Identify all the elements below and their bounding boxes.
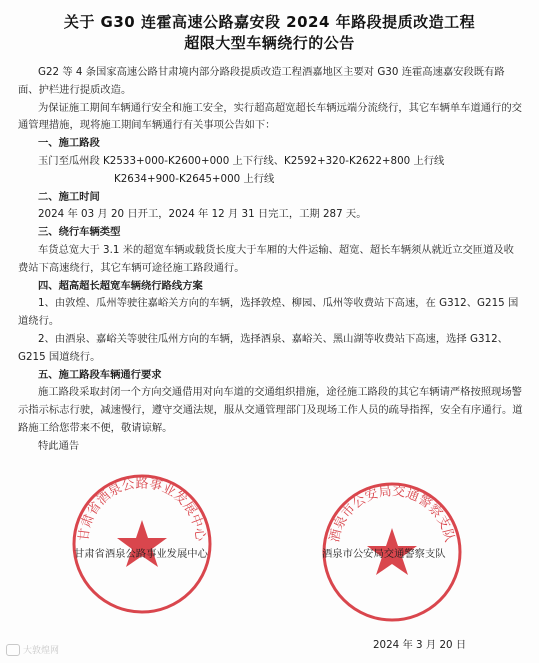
watermark xyxy=(6,643,59,656)
section-3-line-1: 车货总宽大于 3.1 米的超宽车辆或载货长度大于车厢的大件运输、超宽、超长车辆须从就近立交匝道及收费站下高速绕行，其它车辆可途径施工路段通行。 xyxy=(18,243,514,274)
section-4-line-1: 1、由敦煌、瓜州等驶往嘉峪关方向的车辆，选择敦煌、柳园、瓜州等收费站下高速，在 G312、G215 国道绕行。 xyxy=(18,297,519,328)
watermark-logo-icon xyxy=(6,644,20,656)
section-2-line-1: 2024 年 03 月 20 日开工，2024 年 12 月 31 日完工，工期 287 天。 xyxy=(38,208,367,221)
notice-title-line2: 超限大型车辆绕行的公告 xyxy=(184,34,355,52)
left-signature: 甘肃省酒泉公路事业发展中心 xyxy=(74,548,208,560)
section-3-heading: 三、绕行车辆类型 xyxy=(38,226,121,239)
section-4-line-2: 2、由酒泉、嘉峪关等驶往瓜州方向的车辆，选择酒泉、嘉峪关、黑山湖等收费站下高速，选择 G312、G215 国道绕行。 xyxy=(18,332,508,363)
section-1-heading: 一、施工路段 xyxy=(38,137,100,150)
left-official-seal xyxy=(68,470,216,618)
notice-date: 2024 年 3 月 20 日 xyxy=(373,639,467,651)
section-5-line-1: 施工路段采取封闭一个方向交通借用对向车道的交通组织措施，途径施工路段的其它车辆请严格按照现场警示指示标志行驶，减速慢行，遵守交通法规，服从交通管理部门及现场工作人员的疏导指挥，安全有序通行。道路施工给您带来不便，敬请谅解。 xyxy=(18,386,523,434)
intro-paragraph-1: G22 等 4 条国家高速公路甘肃境内部分路段提质改造工程酒嘉地区主要对 G30 连霍高速嘉安段既有路面、护栏进行提质改造。 xyxy=(18,66,505,96)
closing-text: 特此通告 xyxy=(38,439,80,452)
section-5-heading: 五、施工路段车辆通行要求 xyxy=(38,368,162,381)
section-2-heading: 二、施工时间 xyxy=(38,190,100,203)
watermark-text: 大敦煌网 xyxy=(23,646,60,656)
intro-paragraph-2: 为保证施工期间车辆通行安全和施工安全，实行超高超宽超长车辆远端分流绕行，其它车辆单车道通行的交通管理措施，现将施工期间车辆通行有关事项公告如下： xyxy=(18,101,522,132)
right-signature: 酒泉市公安局交通警察支队 xyxy=(322,548,446,560)
section-1-line-2: K2634+900-K2645+000 上行线 xyxy=(114,172,275,185)
section-4-heading: 四、超高超长超宽车辆绕行路线方案 xyxy=(38,279,203,292)
section-1-line-1: 玉门至瓜州段 K2533+000-K2600+000 上下行线、K2592+320-K2622+800 上行线 xyxy=(38,154,445,167)
left-seal-text: 甘肃省酒泉公路事业发展中心 xyxy=(76,476,208,542)
right-seal-text: 酒泉市公安局交通警察支队 xyxy=(327,484,457,544)
notice-body xyxy=(18,64,523,456)
notice-title-line1: 关于 G30 连霍高速公路嘉安段 2024 年路段提质改造工程 xyxy=(63,13,476,31)
